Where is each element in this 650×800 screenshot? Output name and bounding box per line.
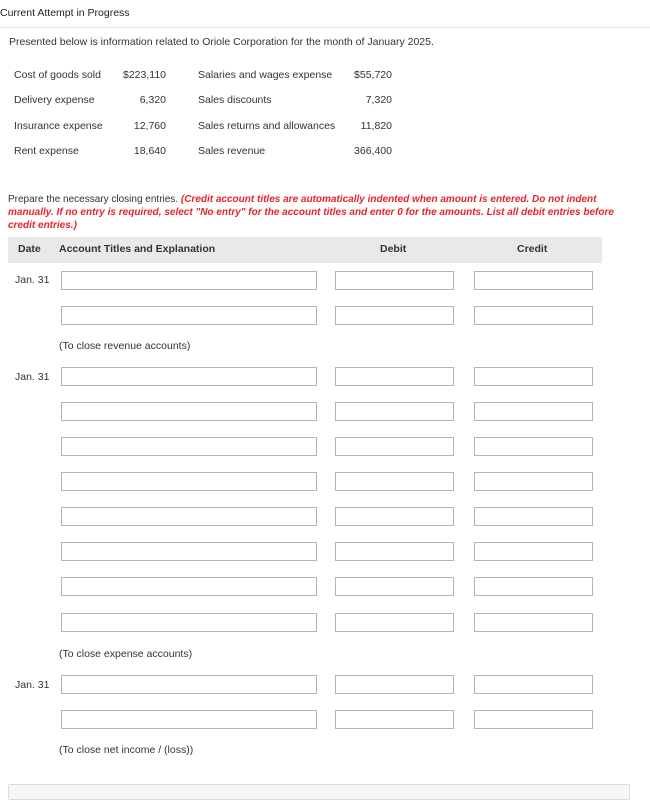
account-title-input[interactable] [61,710,317,729]
account-amount: $55,720 [354,69,392,81]
entry-explanation: (To close net income / (loss)) [59,744,194,756]
debit-input[interactable] [335,542,454,561]
account-name: Sales returns and allowances [198,119,336,132]
problem-intro: Presented below is information related to Oriole Corporation for the month of January 2025. [9,36,434,48]
credit-input[interactable] [474,402,593,421]
debit-input[interactable] [335,367,454,386]
date-column-header: Date [18,243,41,255]
debit-column-header: Debit [380,243,407,255]
debit-input[interactable] [335,402,454,421]
account-title-input[interactable] [61,577,317,596]
attempt-status: Current Attempt in Progress [0,7,130,19]
debit-input[interactable] [335,710,454,729]
debit-input[interactable] [335,613,454,632]
debit-input[interactable] [335,675,454,694]
account-amount: 12,760 [133,119,166,132]
account-amount: 366,400 [354,144,392,157]
credit-input[interactable] [474,542,593,561]
account-title-input[interactable] [61,613,317,632]
account-name: Delivery expense [14,94,95,107]
account-name: Sales discounts [198,94,272,107]
debit-input[interactable] [335,271,454,290]
entry-explanation: (To close expense accounts) [59,648,193,660]
account-title-input[interactable] [61,271,317,290]
credit-input[interactable] [474,367,593,386]
credit-input[interactable] [474,437,593,456]
debit-input[interactable] [335,472,454,491]
account-amount: 6,320 [139,94,166,107]
credit-input[interactable] [474,472,593,491]
entry-explanation: (To close revenue accounts) [59,340,191,352]
credit-input[interactable] [474,271,593,290]
account-name: Salaries and wages expense [198,69,333,81]
debit-input[interactable] [335,507,454,526]
account-amount: 18,640 [133,144,166,157]
credit-input[interactable] [474,306,593,325]
account-name: Rent expense [14,144,79,157]
account-name: Sales revenue [198,144,266,157]
account-title-input[interactable] [61,306,317,325]
next-section-panel [8,784,630,800]
debit-input[interactable] [335,306,454,325]
credit-input[interactable] [474,507,593,526]
credit-column-header: Credit [517,243,548,255]
debit-input[interactable] [335,437,454,456]
credit-input[interactable] [474,577,593,596]
account-title-input[interactable] [61,402,317,421]
account-title-input[interactable] [61,437,317,456]
account-amount: 7,320 [365,94,392,107]
account-column-header: Account Titles and Explanation [59,243,216,255]
account-title-input[interactable] [61,472,317,491]
account-amount: 11,820 [360,119,392,132]
credit-input[interactable] [474,710,593,729]
credit-input[interactable] [474,613,593,632]
instructions-emphasis: (Credit account titles are automatically indented when amount is entered. Do not indent manually. If no entry is required, select "No entry" for the account titles and enter 0 for the amounts. List all debit entries before credit entries.) [8,194,614,231]
account-title-input[interactable] [61,367,317,386]
instructions [8,193,638,232]
credit-input[interactable] [474,675,593,694]
entry-date: Jan. 31 [15,679,50,691]
account-title-input[interactable] [61,507,317,526]
debit-input[interactable] [335,577,454,596]
top-bar [0,0,650,28]
account-title-input[interactable] [61,542,317,561]
account-title-input[interactable] [61,675,317,694]
instructions-text: Prepare the necessary closing entries. [8,194,181,205]
account-name: Cost of goods sold [14,69,101,81]
account-amount: $223,110 [122,69,166,81]
entry-date: Jan. 31 [15,274,50,286]
account-name: Insurance expense [14,119,103,132]
journal-header [8,237,602,263]
entry-date: Jan. 31 [15,371,50,383]
